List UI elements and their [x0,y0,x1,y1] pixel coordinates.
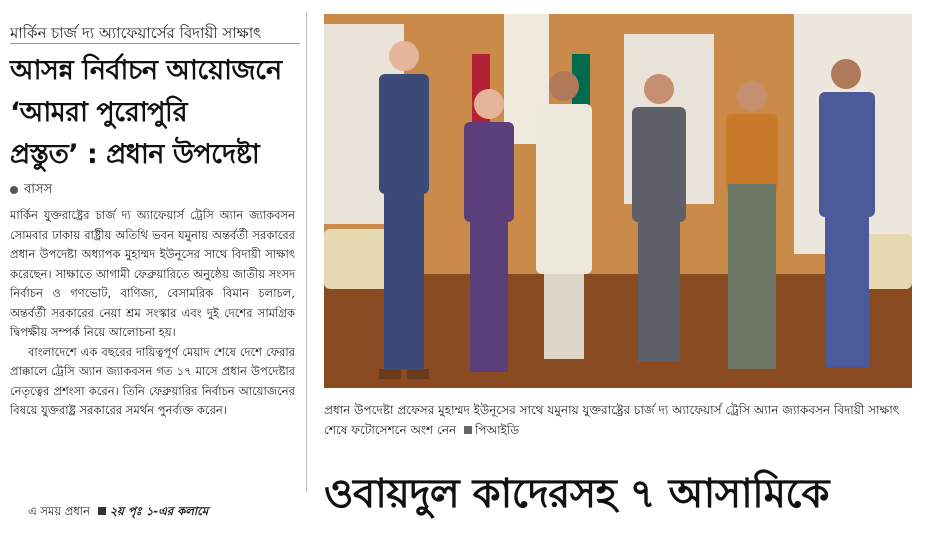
person-2 [464,89,514,372]
person-5 [726,81,778,369]
article-headline[interactable] [10,50,300,176]
continuation-line[interactable] [28,503,208,522]
photo-illustration [324,14,912,388]
news-agency-byline [10,180,52,201]
headline-line: ‘আমরা পুরোপুরি [10,97,188,128]
headline-line: আসন্ন নির্বাচন আয়োজনে [10,55,282,86]
photo-credit: পিআইডি [474,423,520,437]
continuation-lead: এ সময় প্রধান [28,504,91,518]
photo-chair [324,229,389,289]
person-6 [819,59,875,367]
person-4 [632,74,686,362]
second-article-headline[interactable]: ওবায়দুল কাদেরসহ ৭ আসামিকে [324,471,829,517]
column-divider [306,12,307,492]
photo-caption [324,400,914,440]
bullet-icon [10,186,18,194]
agency-name: বাসস [24,182,53,197]
body-paragraph: মার্কিন যুক্তরাষ্ট্রের চার্জ দ্য অ্যাফেয়ার্স ট্রেসি অ্যান জ্যাকবসন সোমবার ঢাকায় রাষ্ট্রীয় অতিথি ভবন যমুনায় অন্তর্বর্তী সরকারের প্রধান উপদেষ্টা অধ্যাপক মুহাম্মদ ইউনূসের সাথে বিদায়ী সাক্ষাৎ করেছেন। সাক্ষাতে আগামী ফেব্রুয়ারিতে অনুষ্ঠেয় জাতীয় সংসদ নির্বাচন ও গণভোট, বাণিজ্য, বেসামরিক বিমান চলাচল, অন্তর্বর্তী সরকারের নেয়া শ্রম সংস্কার এবং দুই দেশের সামগ্রিক দ্বিপক্ষীয় সম্পর্ক নিয়ে আলোচনা হয়। [10,208,295,339]
caption-text: প্রধান উপদেষ্টা প্রফেসর মুহাম্মদ ইউনূসের সাথে যমুনায় যুক্তরাষ্ট্রের চার্জ দ্য অ্যাফেয়ার্স ট্রেসি অ্যান জ্যাকবসন বিদায়ী সাক্ষাৎ শেষে ফটোসেশনে অংশ নেন [324,403,900,437]
square-bullet-icon [464,426,472,434]
news-photo[interactable] [324,14,912,388]
person-3 [536,71,592,359]
article-kicker: মার্কিন চার্জ দ্য অ্যাফেয়ার্সের বিদায়ী সাক্ষাৎ [10,24,262,42]
kicker-divider [10,43,300,44]
person-1 [379,41,429,379]
article-body [10,206,295,421]
headline-line: প্রস্তুত’ : প্রধান উপদেষ্টা [10,139,260,170]
continuation-reference: ২য় পৃঃ ১-এর কলামে [109,504,209,518]
square-bullet-icon [98,507,106,515]
body-paragraph: বাংলাদেশে এক বছরের দায়িত্বপূর্ণ মেয়াদ শেষে দেশে ফেরার প্রাক্কালে ট্রেসি অ্যান জ্যাকবসন গত ১৭ মাসে প্রধান উপদেষ্টার নেতৃত্বের প্রশংসা করেন। তিনি ফেব্রুয়ারির নির্বাচন আয়োজনের বিষয়ে যুক্তরাষ্ট্র সরকারের সমর্থন পুনর্ব্যক্ত করেন। [10,344,295,417]
